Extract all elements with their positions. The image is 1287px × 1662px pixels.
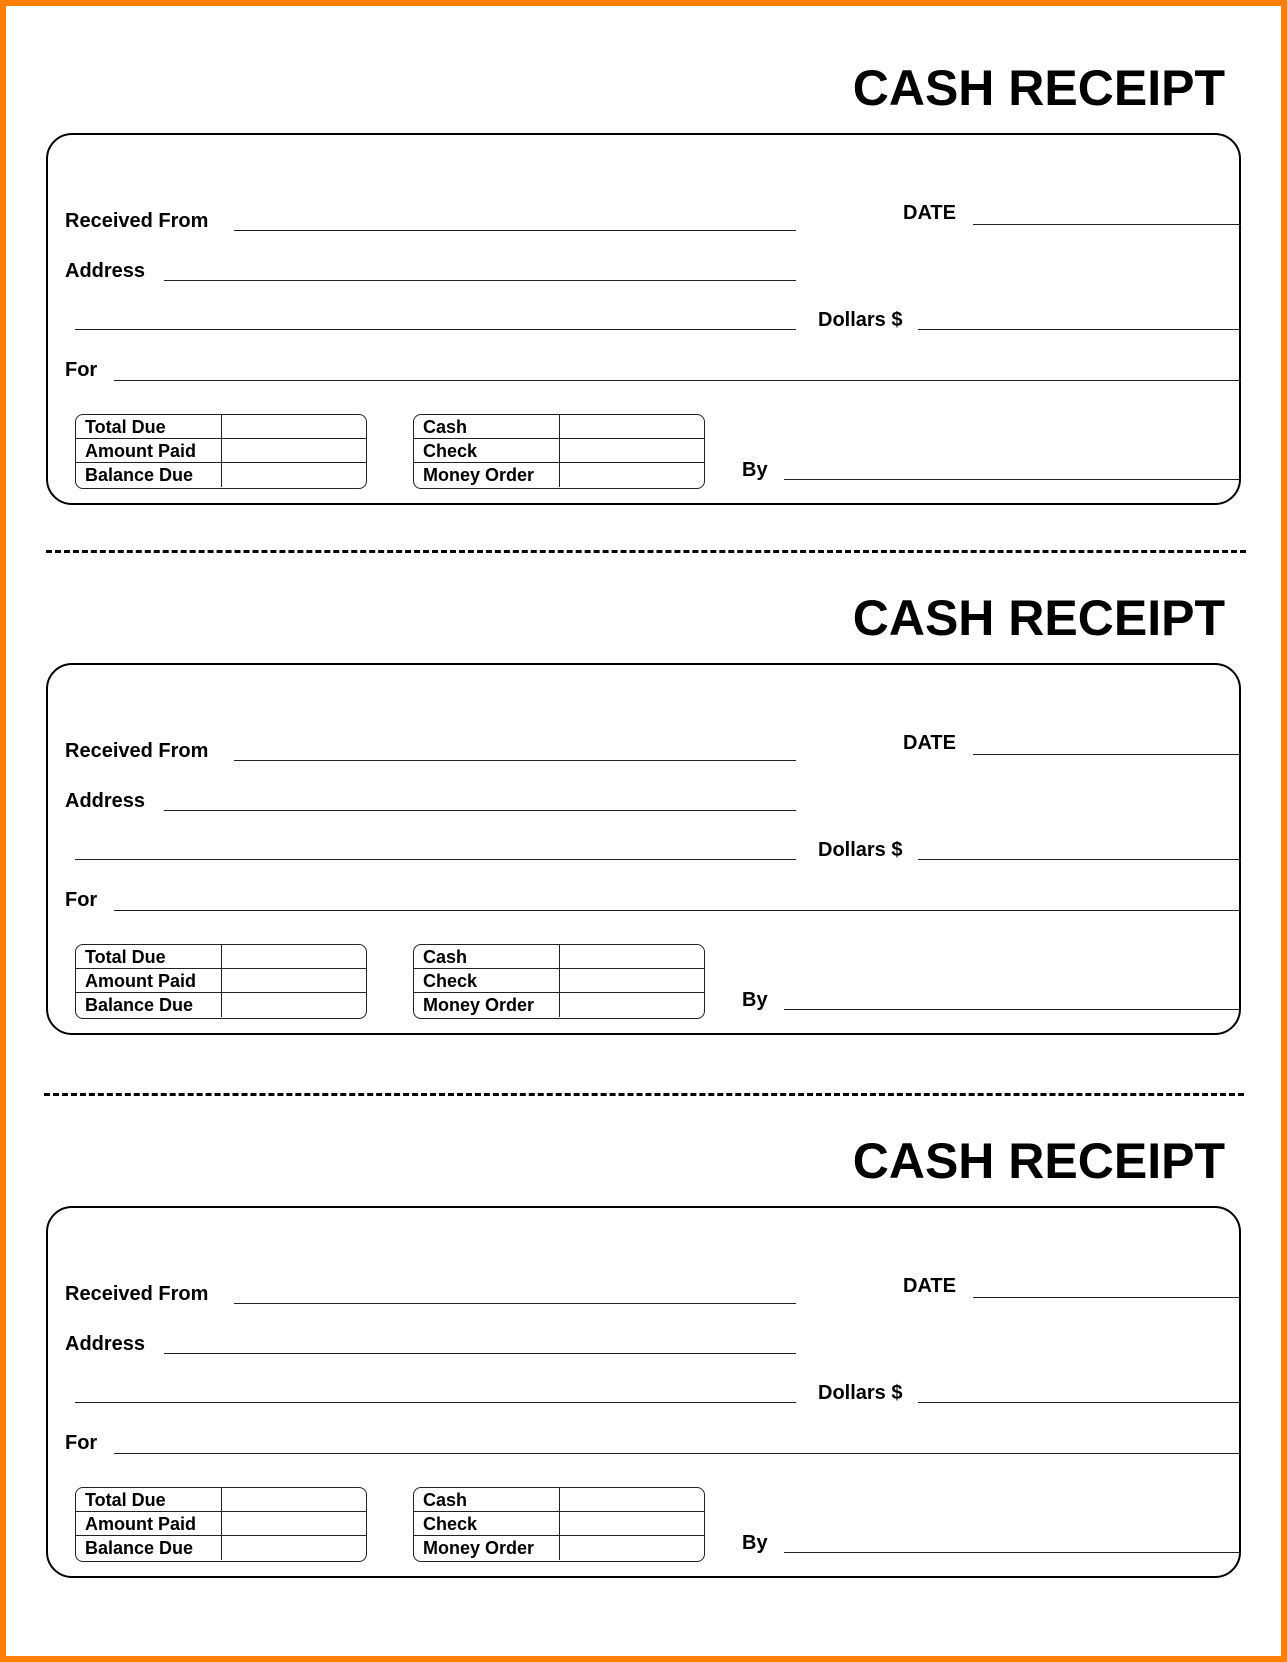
balance-due-label: Balance Due: [85, 465, 194, 485]
money-order-label: Money Order: [423, 1538, 535, 1558]
received-from-label: Received From: [65, 210, 209, 232]
cash-label: Cash: [423, 417, 468, 437]
total-due-label: Total Due: [85, 947, 166, 967]
dollars-label: Dollars $: [818, 839, 903, 861]
receipt-box: [46, 133, 1241, 505]
balance-due-field[interactable]: [221, 993, 366, 1017]
money-order-field[interactable]: [559, 1536, 704, 1560]
date-label: DATE: [903, 732, 956, 754]
dollars-label: Dollars $: [818, 1382, 903, 1404]
amount-paid-field[interactable]: [221, 969, 366, 992]
cash-receipt-2: [0, 590, 1287, 1070]
for-field[interactable]: [114, 910, 1241, 911]
check-field[interactable]: [559, 969, 704, 992]
received-from-field[interactable]: [234, 760, 796, 761]
cash-receipt-3: [0, 1133, 1287, 1613]
for-label: For: [65, 1432, 98, 1454]
totals-row-amount-paid: [76, 439, 366, 463]
payment-method-table: [413, 944, 705, 1019]
cash-label: Cash: [423, 947, 468, 967]
amount-paid-field[interactable]: [221, 1512, 366, 1535]
payment-row-check: [414, 1512, 704, 1536]
address-line2-field[interactable]: [75, 859, 796, 860]
balance-due-label: Balance Due: [85, 995, 194, 1015]
address-field[interactable]: [164, 810, 796, 811]
money-order-field[interactable]: [559, 993, 704, 1017]
total-due-label: Total Due: [85, 417, 166, 437]
by-label: By: [742, 989, 768, 1011]
totals-row-total-due: [76, 415, 366, 439]
received-from-label: Received From: [65, 740, 209, 762]
received-from-field[interactable]: [234, 230, 796, 231]
totals-row-balance-due: [76, 463, 366, 487]
dollars-field[interactable]: [918, 859, 1241, 860]
payment-row-cash: [414, 1488, 704, 1512]
check-label: Check: [423, 971, 478, 991]
address-line2-field[interactable]: [75, 329, 796, 330]
totals-row-balance-due: [76, 1536, 366, 1560]
cash-label: Cash: [423, 1490, 468, 1510]
received-from-label: Received From: [65, 1283, 209, 1305]
amount-paid-label: Amount Paid: [85, 1514, 196, 1534]
payment-row-check: [414, 439, 704, 463]
receipt-box: [46, 663, 1241, 1035]
by-signature-field[interactable]: [784, 1552, 1241, 1553]
address-line2-field[interactable]: [75, 1402, 796, 1403]
money-order-field[interactable]: [559, 463, 704, 487]
cut-line-1: [46, 550, 1246, 553]
address-label: Address: [65, 790, 146, 812]
date-label: DATE: [903, 1275, 956, 1297]
date-field[interactable]: [973, 754, 1241, 755]
balance-due-field[interactable]: [221, 463, 366, 487]
money-order-label: Money Order: [423, 465, 535, 485]
dollars-label: Dollars $: [818, 309, 903, 331]
receipt-title: CASH RECEIPT: [852, 590, 1225, 646]
totals-row-amount-paid: [76, 1512, 366, 1536]
totals-row-balance-due: [76, 993, 366, 1017]
check-field[interactable]: [559, 439, 704, 462]
money-order-label: Money Order: [423, 995, 535, 1015]
cut-line-2: [44, 1093, 1244, 1096]
by-label: By: [742, 1532, 768, 1554]
dollars-field[interactable]: [918, 329, 1241, 330]
for-label: For: [65, 359, 98, 381]
amount-paid-label: Amount Paid: [85, 441, 196, 461]
date-field[interactable]: [973, 1297, 1241, 1298]
cash-field[interactable]: [559, 415, 704, 438]
date-label: DATE: [903, 202, 956, 224]
totals-table: [75, 1487, 367, 1562]
totals-table: [75, 944, 367, 1019]
for-label: For: [65, 889, 98, 911]
payment-method-table: [413, 414, 705, 489]
cash-field[interactable]: [559, 1488, 704, 1511]
receipt-title: CASH RECEIPT: [852, 1133, 1225, 1189]
check-label: Check: [423, 1514, 478, 1534]
address-label: Address: [65, 1333, 146, 1355]
received-from-field[interactable]: [234, 1303, 796, 1304]
address-field[interactable]: [164, 1353, 796, 1354]
amount-paid-label: Amount Paid: [85, 971, 196, 991]
totals-row-total-due: [76, 1488, 366, 1512]
payment-row-money-order: [414, 463, 704, 487]
totals-row-total-due: [76, 945, 366, 969]
check-field[interactable]: [559, 1512, 704, 1535]
cash-receipt-1: [0, 60, 1287, 540]
total-due-label: Total Due: [85, 1490, 166, 1510]
totals-table: [75, 414, 367, 489]
payment-method-table: [413, 1487, 705, 1562]
address-label: Address: [65, 260, 146, 282]
by-signature-field[interactable]: [784, 479, 1241, 480]
total-due-field[interactable]: [221, 415, 366, 438]
date-field[interactable]: [973, 224, 1241, 225]
balance-due-label: Balance Due: [85, 1538, 194, 1558]
for-field[interactable]: [114, 380, 1241, 381]
payment-row-check: [414, 969, 704, 993]
amount-paid-field[interactable]: [221, 439, 366, 462]
payment-row-cash: [414, 945, 704, 969]
totals-row-amount-paid: [76, 969, 366, 993]
dollars-field[interactable]: [918, 1402, 1241, 1403]
cash-field[interactable]: [559, 945, 704, 968]
total-due-field[interactable]: [221, 945, 366, 968]
by-label: By: [742, 459, 768, 481]
total-due-field[interactable]: [221, 1488, 366, 1511]
address-field[interactable]: [164, 280, 796, 281]
receipt-box: [46, 1206, 1241, 1578]
check-label: Check: [423, 441, 478, 461]
payment-row-money-order: [414, 993, 704, 1017]
balance-due-field[interactable]: [221, 1536, 366, 1560]
by-signature-field[interactable]: [784, 1009, 1241, 1010]
payment-row-money-order: [414, 1536, 704, 1560]
payment-row-cash: [414, 415, 704, 439]
receipt-title: CASH RECEIPT: [852, 60, 1225, 116]
for-field[interactable]: [114, 1453, 1241, 1454]
